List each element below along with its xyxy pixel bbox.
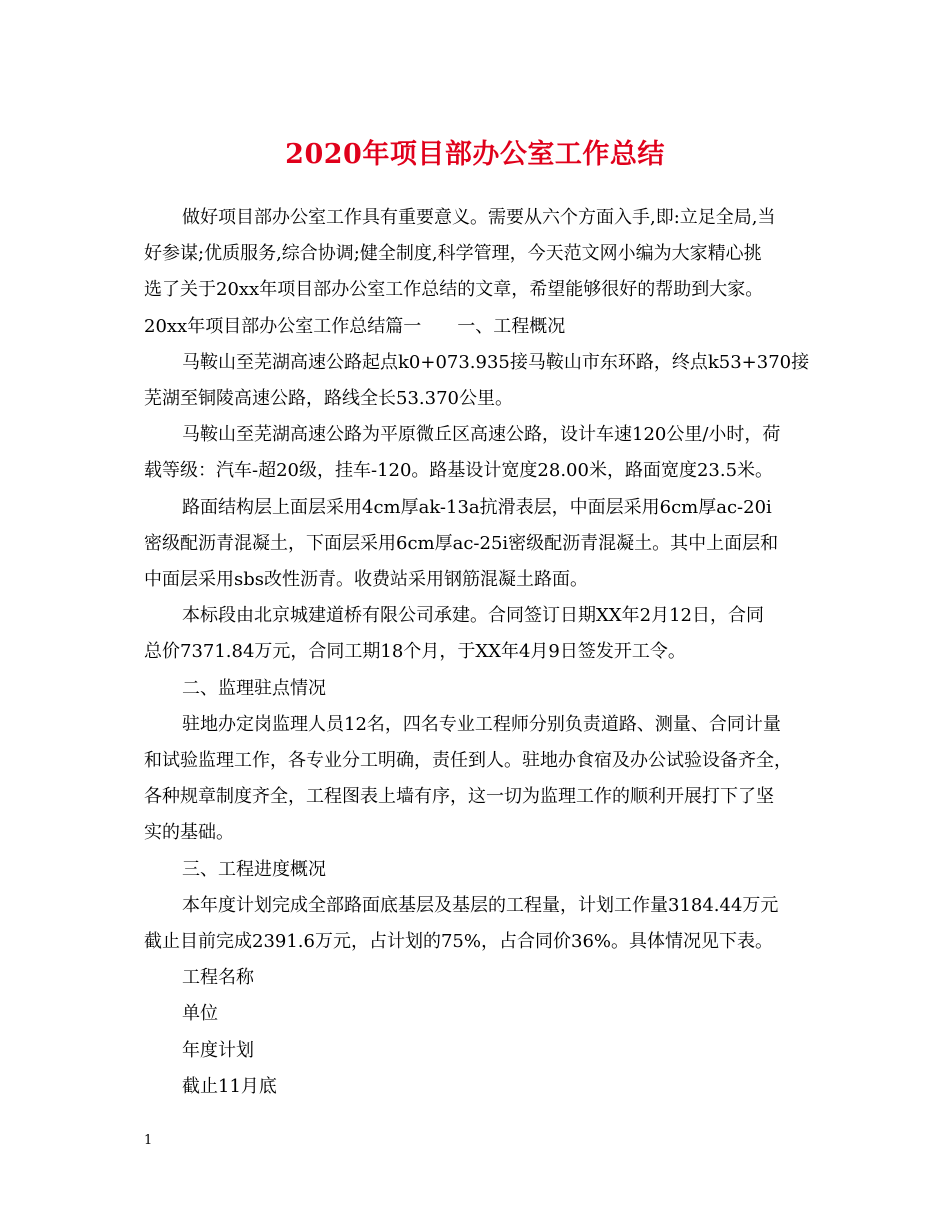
- text-line: 芜湖至铜陵高速公路，路线全长53.370公里。: [144, 388, 513, 410]
- text-line: 总价7371.84万元，合同工期18个月，于XX年4月9日签发开工令。: [144, 641, 686, 663]
- table-item-annual-plan: [144, 1033, 814, 1069]
- text-line: 选了关于20xx年项目部办公室工作总结的文章，希望能够很好的帮助到大家。: [144, 279, 764, 301]
- paragraph-pavement: [144, 490, 814, 599]
- text-line: 密级配沥青混凝土，下面层采用6cm厚ac-25i密级配沥青混凝土。其中上面层和: [144, 532, 779, 554]
- text-line: 二、监理驻点情况: [182, 677, 326, 699]
- text-line: 截止11月底: [182, 1075, 277, 1097]
- text-line: 驻地办定岗监理人员12名，四名专业工程师分别负责道路、测量、合同计量: [182, 713, 781, 735]
- text-line: 单位: [182, 1003, 218, 1025]
- text-line: 中面层采用sbs改性沥青。收费站采用钢筋混凝土路面。: [144, 569, 588, 591]
- text-line: 年度计划: [182, 1039, 254, 1061]
- intro-paragraph: [144, 200, 814, 345]
- text-line: 马鞍山至芜湖高速公路为平原微丘区高速公路，设计车速120公里/小时，荷: [182, 424, 781, 446]
- table-item-as-of-november: [144, 1069, 814, 1105]
- paragraph-contract: [144, 598, 814, 670]
- section-heading-progress: [144, 852, 814, 888]
- document-body: [144, 200, 814, 1105]
- text-line: 本年度计划完成全部路面底基层及基层的工程量，计划工作量3184.44万元: [182, 894, 779, 916]
- text-line: 工程名称: [182, 967, 254, 989]
- table-item-unit: [144, 996, 814, 1032]
- text-line: 本标段由北京城建道桥有限公司承建。合同签订日期XX年2月12日，合同: [182, 605, 764, 627]
- text-line: 截止目前完成2391.6万元，占计划的75%，占合同价36%。具体情况见下表。: [144, 931, 773, 953]
- paragraph-progress: [144, 888, 814, 960]
- text-line: 实的基础。: [144, 822, 234, 844]
- text-line: 20xx年项目部办公室工作总结篇一 一、工程概况: [144, 315, 566, 337]
- text-line: 做好项目部办公室工作具有重要意义。需要从六个方面入手,即:立足全局,当: [182, 207, 776, 228]
- text-line: 三、工程进度概况: [182, 858, 326, 880]
- text-line: 路面结构层上面层采用4cm厚ak-13a抗滑表层，中面层采用6cm厚ac-20i: [182, 496, 772, 518]
- text-line: 各种规章制度齐全，工程图表上墙有序，这一切为监理工作的顺利开展打下了坚: [144, 786, 774, 808]
- paragraph-supervision: [144, 707, 814, 852]
- document-title: 2020年项目部办公室工作总结: [285, 139, 665, 170]
- text-line: 马鞍山至芜湖高速公路起点k0+073.935接马鞍山市东环路，终点k53+370接: [182, 351, 810, 373]
- section-heading-supervision: [144, 671, 814, 707]
- text-line: 和试验监理工作，各专业分工明确，责任到人。驻地办食宿及办公试验设备齐全，: [144, 750, 792, 772]
- table-item-project-name: [144, 960, 814, 996]
- text-line: 载等级：汽车-超20级，挂车-120。路基设计宽度28.00米，路面宽度23.5米。: [144, 460, 774, 482]
- page-number: 1: [144, 1133, 153, 1148]
- paragraph-design: [144, 417, 814, 489]
- text-line: 好参谋;优质服务,综合协调;健全制度,科学管理，今天范文网小编为大家精心挑: [144, 243, 762, 265]
- paragraph-route: [144, 345, 814, 417]
